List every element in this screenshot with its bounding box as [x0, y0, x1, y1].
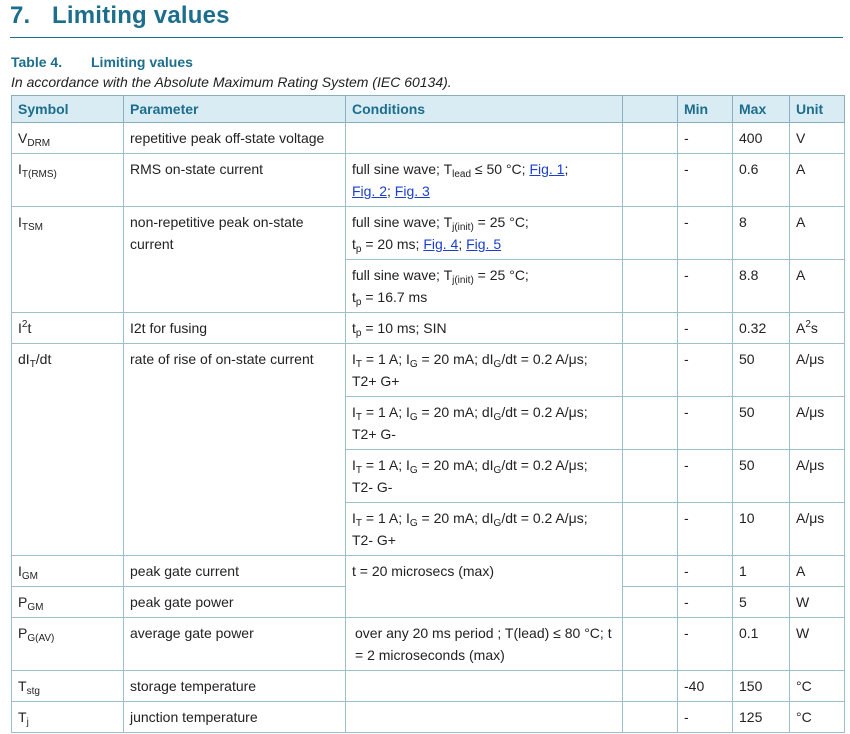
- min-cell: -: [678, 503, 733, 556]
- section-number: 7.: [10, 2, 31, 29]
- conditions-cell: [346, 671, 623, 702]
- min-cell: -: [678, 702, 733, 733]
- blank-cell: [623, 618, 678, 671]
- min-cell: -: [678, 154, 733, 207]
- cond-sub: p: [355, 328, 362, 339]
- cond-sub: lead: [452, 169, 472, 180]
- fig-1-link[interactable]: Fig. 1: [529, 161, 565, 177]
- blank-cell: [623, 154, 678, 207]
- cond-sub: G: [493, 412, 502, 423]
- cond-sub: G: [493, 465, 502, 476]
- min-cell: -: [678, 397, 733, 450]
- table-row: [12, 313, 845, 344]
- blank-cell: [623, 207, 678, 260]
- parameter-cell: RMS on-state current: [124, 154, 346, 207]
- cond-text: t: [352, 289, 356, 305]
- blank-cell: [623, 260, 678, 313]
- table-row: [12, 618, 845, 671]
- conditions-cell: [346, 702, 623, 733]
- fig-4-link[interactable]: Fig. 4: [423, 236, 459, 252]
- conditions-cell: t = 20 microsecs (max): [346, 556, 623, 618]
- table-label: Table 4.: [11, 54, 63, 70]
- cond-text: /dt = 0.2 A/μs;: [501, 457, 588, 473]
- table-row: [12, 702, 845, 733]
- conditions-cell: [346, 450, 623, 503]
- cond-sub: j(init): [452, 275, 474, 286]
- cond-text: /dt = 0.2 A/μs;: [501, 404, 588, 420]
- header-min: Min: [678, 96, 733, 123]
- parameter-cell: repetitive peak off-state voltage: [124, 123, 346, 154]
- cond-text: = 1 A; I: [362, 404, 410, 420]
- min-cell: -: [678, 556, 733, 587]
- symbol-sub: T: [29, 359, 36, 370]
- cond-text: full sine wave; T: [352, 214, 453, 230]
- max-cell: 0.1: [733, 618, 790, 671]
- section-title: Limiting values: [52, 2, 230, 29]
- symbol-text: P: [18, 594, 28, 610]
- fig-3-link[interactable]: Fig. 3: [394, 183, 430, 199]
- symbol-text: P: [18, 625, 28, 641]
- section-heading: [10, 2, 230, 30]
- min-cell: -: [678, 260, 733, 313]
- cond-text: I: [352, 404, 356, 420]
- cond-text: = 1 A; I: [362, 351, 410, 367]
- max-cell: 5: [733, 587, 790, 618]
- header-parameter: Parameter: [124, 96, 346, 123]
- cond-text: /dt = 0.2 A/μs;: [501, 510, 588, 526]
- table-row: [12, 207, 845, 260]
- parameter-cell: peak gate current: [124, 556, 346, 587]
- parameter-cell: storage temperature: [124, 671, 346, 702]
- cond-text: ;: [458, 236, 467, 252]
- max-cell: 50: [733, 450, 790, 503]
- symbol-text: I: [18, 161, 22, 177]
- limiting-values-table: [11, 95, 845, 733]
- symbol-sub: GM: [21, 571, 38, 582]
- min-cell: -: [678, 587, 733, 618]
- cond-sub: G: [493, 518, 502, 529]
- symbol-text: V: [18, 130, 28, 146]
- max-cell: 10: [733, 503, 790, 556]
- max-cell: 150: [733, 671, 790, 702]
- symbol-sub: TSM: [21, 222, 43, 233]
- symbol-sub: stg: [26, 686, 40, 697]
- max-cell: 8.8: [733, 260, 790, 313]
- header-symbol: Symbol: [12, 96, 124, 123]
- fig-5-link[interactable]: Fig. 5: [466, 236, 502, 252]
- symbol-cell: [12, 313, 124, 344]
- min-cell: -: [678, 207, 733, 260]
- cond-text: = 20 mA; dI: [417, 351, 494, 367]
- cond-text: = 1 A; I: [362, 457, 410, 473]
- table-row: [12, 556, 845, 587]
- max-cell: 0.32: [733, 313, 790, 344]
- cond-text: I: [352, 351, 356, 367]
- cond-sub: T: [355, 412, 362, 423]
- unit-text: s: [810, 320, 818, 336]
- header-unit: Unit: [790, 96, 845, 123]
- cond-sub: T: [355, 518, 362, 529]
- table-row: [12, 671, 845, 702]
- unit-cell: °C: [790, 671, 845, 702]
- max-cell: 50: [733, 344, 790, 397]
- symbol-sub: DRM: [27, 138, 51, 149]
- cond-text: = 10 ms; SIN: [361, 320, 447, 336]
- unit-cell: W: [790, 587, 845, 618]
- blank-cell: [623, 671, 678, 702]
- max-cell: 50: [733, 397, 790, 450]
- max-cell: 400: [733, 123, 790, 154]
- unit-cell: A/μs: [790, 344, 845, 397]
- blank-cell: [623, 556, 678, 587]
- unit-cell: °C: [790, 702, 845, 733]
- parameter-cell: rate of rise of on-state current: [124, 344, 346, 556]
- parameter-cell: non-repetitive peak on-state current: [124, 207, 346, 313]
- symbol-cell: [12, 207, 124, 313]
- header-blank: [623, 96, 678, 123]
- unit-cell: [790, 313, 845, 344]
- blank-cell: [623, 313, 678, 344]
- symbol-sup: 2: [21, 319, 28, 330]
- cond-text: T2+ G+: [352, 373, 400, 389]
- conditions-cell: [346, 207, 623, 260]
- symbol-text: dI: [18, 351, 30, 367]
- parameter-cell: peak gate power: [124, 587, 346, 618]
- cond-text: ;: [387, 183, 395, 199]
- symbol-text: /dt: [35, 351, 52, 367]
- symbol-text: T: [18, 709, 27, 725]
- table-row: [12, 154, 845, 207]
- symbol-cell: [12, 556, 124, 587]
- symbol-cell: [12, 587, 124, 618]
- header-max: Max: [733, 96, 790, 123]
- cond-text: I: [352, 510, 356, 526]
- section-divider: [10, 37, 843, 38]
- symbol-text: I: [18, 214, 22, 230]
- cond-sub: j(init): [452, 222, 474, 233]
- symbol-sub: T(RMS): [21, 169, 57, 180]
- parameter-cell: I2t for fusing: [124, 313, 346, 344]
- table-note: In accordance with the Absolute Maximum Rating System (IEC 60134).: [11, 74, 452, 90]
- symbol-text: I: [18, 320, 22, 336]
- cond-sub: G: [409, 518, 418, 529]
- unit-text: A: [796, 320, 806, 336]
- cond-text: = 20 mA; dI: [417, 510, 494, 526]
- unit-cell: A/μs: [790, 397, 845, 450]
- symbol-text: t: [27, 320, 32, 336]
- cond-text: = 25 °C;: [473, 267, 529, 283]
- unit-cell: W: [790, 618, 845, 671]
- fig-2-link[interactable]: Fig. 2: [352, 183, 388, 199]
- parameter-cell: junction temperature: [124, 702, 346, 733]
- cond-sub: p: [355, 244, 362, 255]
- symbol-text: T: [18, 678, 27, 694]
- cond-sub: p: [355, 297, 362, 308]
- unit-cell: A: [790, 556, 845, 587]
- table-title: Limiting values: [91, 54, 193, 70]
- conditions-cell: [346, 154, 623, 207]
- conditions-cell: [346, 344, 623, 397]
- cond-sub: G: [409, 359, 418, 370]
- cond-sub: T: [355, 465, 362, 476]
- blank-cell: [623, 503, 678, 556]
- cond-text: I: [352, 457, 356, 473]
- cond-text: = 20 mA; dI: [417, 457, 494, 473]
- cond-sub: G: [493, 359, 502, 370]
- conditions-cell: [346, 123, 623, 154]
- symbol-sub: G(AV): [27, 633, 55, 644]
- conditions-cell: over any 20 ms period ; T(lead) ≤ 80 °C; t = 2 microseconds (max): [346, 618, 623, 671]
- table-caption: [11, 54, 193, 70]
- cond-text: full sine wave; T: [352, 267, 453, 283]
- conditions-cell: [346, 503, 623, 556]
- cond-text: T2- G-: [352, 479, 393, 495]
- max-cell: 8: [733, 207, 790, 260]
- conditions-cell: [346, 397, 623, 450]
- min-cell: -: [678, 344, 733, 397]
- cond-text: = 25 °C;: [473, 214, 529, 230]
- max-cell: 125: [733, 702, 790, 733]
- symbol-cell: [12, 344, 124, 556]
- header-conditions: Conditions: [346, 96, 623, 123]
- cond-text: t: [352, 236, 356, 252]
- min-cell: -: [678, 618, 733, 671]
- cond-text: T2- G+: [352, 532, 396, 548]
- cond-text: = 16.7 ms: [361, 289, 428, 305]
- cond-sub: T: [355, 359, 362, 370]
- unit-sup: 2: [805, 319, 811, 330]
- symbol-cell: [12, 154, 124, 207]
- conditions-cell: [346, 260, 623, 313]
- conditions-cell: [346, 313, 623, 344]
- unit-cell: A: [790, 260, 845, 313]
- cond-sub: G: [409, 465, 418, 476]
- max-cell: 0.6: [733, 154, 790, 207]
- unit-cell: V: [790, 123, 845, 154]
- cond-text: ≤ 50 °C;: [471, 161, 530, 177]
- min-cell: -: [678, 450, 733, 503]
- table-row: [12, 123, 845, 154]
- min-cell: -40: [678, 671, 733, 702]
- cond-text: full sine wave; T: [352, 161, 453, 177]
- symbol-cell: [12, 671, 124, 702]
- cond-text: T2+ G-: [352, 426, 396, 442]
- symbol-cell: [12, 618, 124, 671]
- blank-cell: [623, 450, 678, 503]
- cond-text: t: [352, 320, 356, 336]
- symbol-cell: [12, 123, 124, 154]
- blank-cell: [623, 702, 678, 733]
- symbol-text: I: [18, 563, 22, 579]
- cond-text: /dt = 0.2 A/μs;: [501, 351, 588, 367]
- min-cell: -: [678, 123, 733, 154]
- cond-text: = 1 A; I: [362, 510, 410, 526]
- blank-cell: [623, 587, 678, 618]
- unit-cell: A: [790, 207, 845, 260]
- symbol-sub: j: [26, 717, 29, 728]
- unit-cell: A: [790, 154, 845, 207]
- table-header-row: [12, 96, 845, 123]
- parameter-cell: average gate power: [124, 618, 346, 671]
- unit-cell: A/μs: [790, 450, 845, 503]
- cond-text: = 20 mA; dI: [417, 404, 494, 420]
- cond-sub: G: [409, 412, 418, 423]
- blank-cell: [623, 397, 678, 450]
- table-row: [12, 344, 845, 397]
- symbol-sub: GM: [27, 602, 44, 613]
- max-cell: 1: [733, 556, 790, 587]
- min-cell: -: [678, 313, 733, 344]
- cond-text: ;: [564, 161, 569, 177]
- symbol-cell: [12, 702, 124, 733]
- blank-cell: [623, 123, 678, 154]
- cond-text: = 20 ms;: [361, 236, 424, 252]
- unit-cell: A/μs: [790, 503, 845, 556]
- blank-cell: [623, 344, 678, 397]
